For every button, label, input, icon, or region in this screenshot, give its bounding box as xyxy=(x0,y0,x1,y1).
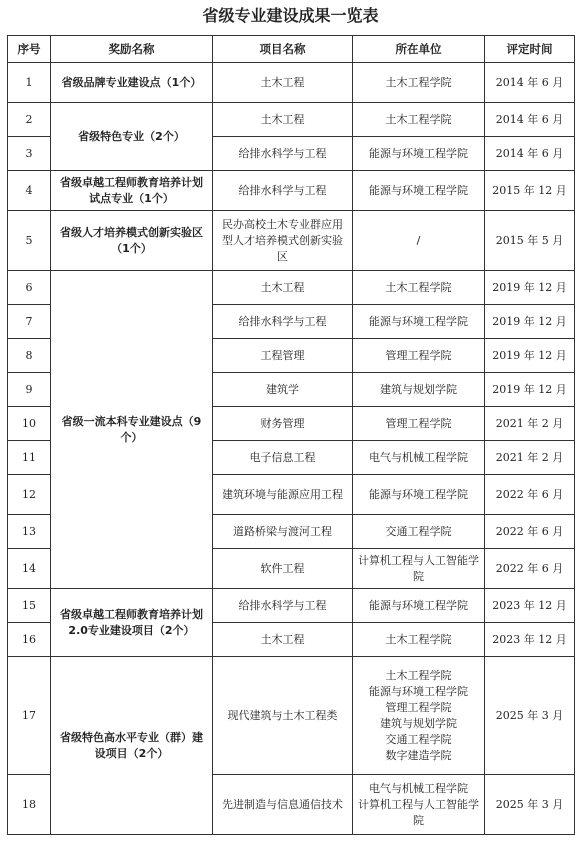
row-number: 17 xyxy=(8,657,51,775)
table-row xyxy=(8,103,575,137)
header-unit: 所在单位 xyxy=(353,36,485,63)
project-name: 财务管理 xyxy=(213,407,353,441)
award-date: 2015 年 12 月 xyxy=(485,171,575,211)
unit-name: 土木工程学院 xyxy=(353,103,485,137)
award-name: 省级卓越工程师教育培养计划2.0专业建设项目（2个） xyxy=(51,589,213,657)
project-name: 民办高校土木专业群应用型人才培养模式创新实验区 xyxy=(213,211,353,271)
award-date: 2025 年 3 月 xyxy=(485,657,575,775)
header-award: 奖励名称 xyxy=(51,36,213,63)
row-number: 7 xyxy=(8,305,51,339)
award-date: 2025 年 3 月 xyxy=(485,775,575,835)
unit-name: 土木工程学院 xyxy=(385,668,452,682)
award-name: 省级人才培养模式创新实验区（1个） xyxy=(51,211,213,271)
project-name: 给排水科学与工程 xyxy=(213,305,353,339)
table-row xyxy=(8,657,575,775)
unit-name: 电气与机械工程学院 xyxy=(353,441,485,475)
row-number: 12 xyxy=(8,475,51,515)
project-name: 给排水科学与工程 xyxy=(213,171,353,211)
row-number: 4 xyxy=(8,171,51,211)
row-number: 9 xyxy=(8,373,51,407)
project-name: 建筑环境与能源应用工程 xyxy=(213,475,353,515)
unit-name: / xyxy=(353,211,485,271)
unit-name: 土木工程学院 xyxy=(353,271,485,305)
project-name: 给排水科学与工程 xyxy=(213,137,353,171)
unit-name: 管理工程学院 xyxy=(353,339,485,373)
award-date: 2019 年 12 月 xyxy=(485,339,575,373)
unit-name: 交通工程学院 xyxy=(385,732,452,746)
unit-name: 数字建造学院 xyxy=(385,748,452,762)
unit-name: 交通工程学院 xyxy=(353,515,485,549)
header-no: 序号 xyxy=(8,36,51,63)
award-date: 2014 年 6 月 xyxy=(485,103,575,137)
row-number: 10 xyxy=(8,407,51,441)
project-name: 土木工程 xyxy=(213,103,353,137)
award-date: 2023 年 12 月 xyxy=(485,623,575,657)
project-name: 软件工程 xyxy=(213,549,353,589)
unit-name: 能源与环境工程学院 xyxy=(369,684,468,698)
unit-name: 能源与环境工程学院 xyxy=(353,589,485,623)
award-date: 2021 年 2 月 xyxy=(485,407,575,441)
award-date: 2019 年 12 月 xyxy=(485,373,575,407)
unit-name: 建筑与规划学院 xyxy=(353,373,485,407)
row-number: 5 xyxy=(8,211,51,271)
unit-name: 能源与环境工程学院 xyxy=(353,475,485,515)
award-date: 2022 年 6 月 xyxy=(485,475,575,515)
award-date: 2021 年 2 月 xyxy=(485,441,575,475)
project-name: 土木工程 xyxy=(213,271,353,305)
unit-name: 能源与环境工程学院 xyxy=(353,137,485,171)
unit-name: 能源与环境工程学院 xyxy=(353,171,485,211)
project-name: 道路桥梁与渡河工程 xyxy=(213,515,353,549)
award-date: 2023 年 12 月 xyxy=(485,589,575,623)
unit-name: 电气与机械工程学院 xyxy=(369,781,468,795)
unit-name: 管理工程学院 xyxy=(353,407,485,441)
project-name: 电子信息工程 xyxy=(213,441,353,475)
project-name: 建筑学 xyxy=(213,373,353,407)
unit-list xyxy=(353,775,485,835)
project-name: 工程管理 xyxy=(213,339,353,373)
award-name: 省级特色专业（2个） xyxy=(51,103,213,171)
award-name: 省级品牌专业建设点（1个） xyxy=(51,63,213,103)
table-row xyxy=(8,271,575,305)
row-number: 11 xyxy=(8,441,51,475)
award-name: 省级一流本科专业建设点（9个） xyxy=(51,271,213,589)
row-number: 2 xyxy=(8,103,51,137)
unit-name: 土木工程学院 xyxy=(353,63,485,103)
header-project: 项目名称 xyxy=(213,36,353,63)
row-number: 15 xyxy=(8,589,51,623)
row-number: 18 xyxy=(8,775,51,835)
table-row xyxy=(8,211,575,271)
award-date: 2019 年 12 月 xyxy=(485,305,575,339)
table-row xyxy=(8,589,575,623)
row-number: 14 xyxy=(8,549,51,589)
table-row xyxy=(8,63,575,103)
unit-name: 建筑与规划学院 xyxy=(380,716,457,730)
row-number: 3 xyxy=(8,137,51,171)
table-row xyxy=(8,171,575,211)
unit-name: 管理工程学院 xyxy=(385,700,452,714)
award-name: 省级特色高水平专业（群）建设项目（2个） xyxy=(51,657,213,835)
project-name: 给排水科学与工程 xyxy=(213,589,353,623)
header-date: 评定时间 xyxy=(485,36,575,63)
row-number: 13 xyxy=(8,515,51,549)
award-date: 2022 年 6 月 xyxy=(485,549,575,589)
award-date: 2015 年 5 月 xyxy=(485,211,575,271)
award-date: 2019 年 12 月 xyxy=(485,271,575,305)
project-name: 现代建筑与土木工程类 xyxy=(213,657,353,775)
results-table xyxy=(7,35,575,835)
award-date: 2014 年 6 月 xyxy=(485,137,575,171)
row-number: 16 xyxy=(8,623,51,657)
award-date: 2014 年 6 月 xyxy=(485,63,575,103)
project-name: 土木工程 xyxy=(213,623,353,657)
unit-name: 土木工程学院 xyxy=(353,623,485,657)
unit-list xyxy=(353,657,485,775)
project-name: 土木工程 xyxy=(213,63,353,103)
unit-name: 计算机工程与人工智能学院 xyxy=(358,797,479,827)
unit-name: 计算机工程与人工智能学院 xyxy=(353,549,485,589)
project-name: 先进制造与信息通信技术 xyxy=(213,775,353,835)
page-title: 省级专业建设成果一览表 xyxy=(202,6,379,25)
header-row xyxy=(8,36,575,63)
award-date: 2022 年 6 月 xyxy=(485,515,575,549)
row-number: 1 xyxy=(8,63,51,103)
award-name: 省级卓越工程师教育培养计划试点专业（1个） xyxy=(51,171,213,211)
row-number: 8 xyxy=(8,339,51,373)
unit-name: 能源与环境工程学院 xyxy=(353,305,485,339)
row-number: 6 xyxy=(8,271,51,305)
